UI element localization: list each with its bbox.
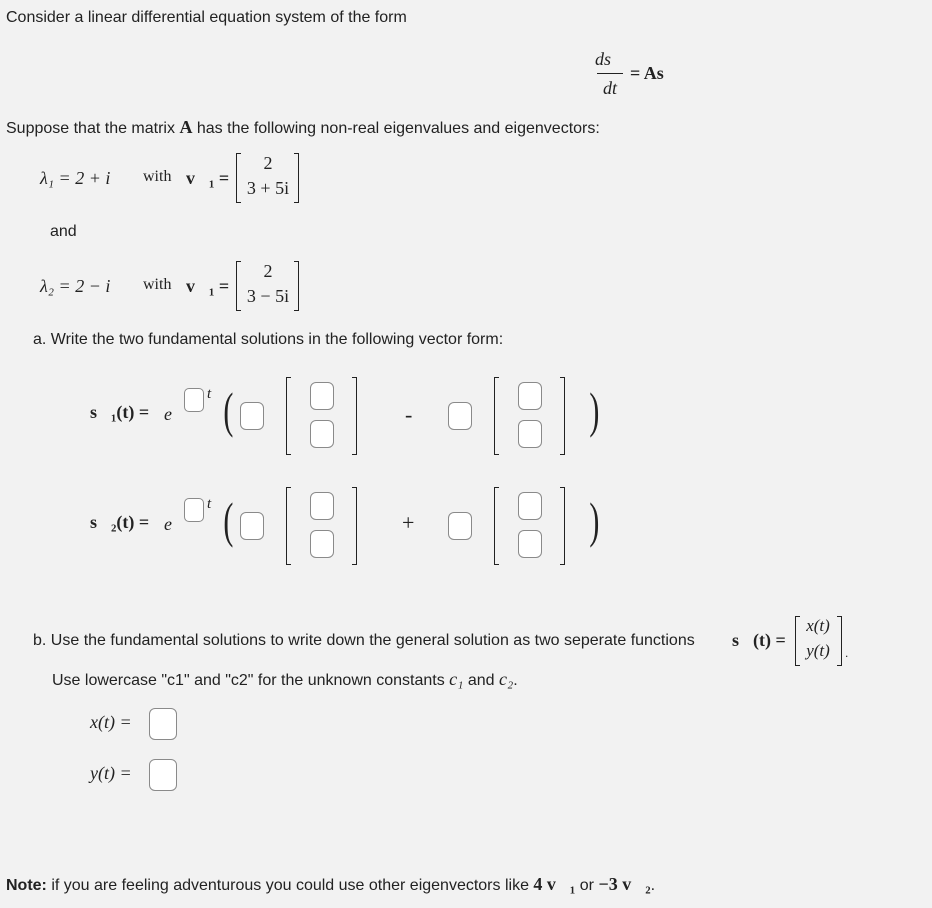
s1-coef1-input[interactable] — [240, 402, 264, 430]
c1-symbol: c₁ — [449, 669, 464, 689]
s1-vec1-right-bracket — [352, 377, 357, 455]
s2-vec2-right-bracket — [560, 487, 565, 565]
note-v1: 4 v⃗₁ — [533, 874, 576, 894]
x-input[interactable] — [149, 708, 177, 740]
s2-vec2-left-bracket — [494, 487, 499, 565]
note-or: or — [575, 877, 599, 894]
s2-vec2-bottom-input[interactable] — [518, 530, 542, 558]
lambda1-value: λ₁ = 2 + i — [40, 168, 111, 188]
y-input[interactable] — [149, 759, 177, 791]
equation-rhs: = As⃗ — [630, 63, 678, 83]
lowercase-note-end: . — [513, 672, 518, 689]
lowercase-note-pre: Use lowercase "c1" and "c2" for the unknown constants — [52, 672, 450, 689]
note-text: if you are feeling adventurous you could use other eigenvectors like — [46, 877, 534, 894]
s2-vec1-left-bracket — [286, 487, 291, 565]
s2-vec1-bottom-input[interactable] — [310, 530, 334, 558]
s1-vec1-left-bracket — [286, 377, 291, 455]
note-v2: −3 v⃗₂ — [598, 874, 651, 894]
intro-text: Consider a linear differential equation system of the form — [6, 9, 407, 26]
s2-label: s⃗₂(t) = — [90, 512, 150, 532]
s2-operator: + — [402, 510, 415, 535]
s1-coef2-input[interactable] — [448, 402, 472, 430]
lambda2-vec-top: 2 — [263, 261, 273, 281]
s2-exponent-input[interactable] — [184, 498, 204, 522]
s2-vec1-top-input[interactable] — [310, 492, 334, 520]
s1-vec2-right-bracket — [560, 377, 565, 455]
equation-fraction-bar — [597, 73, 623, 74]
s2-vec2-top-input[interactable] — [518, 492, 542, 520]
lambda1-vec-top: 2 — [263, 153, 273, 173]
s2-coef2-input[interactable] — [448, 512, 472, 540]
eigen-intro — [6, 117, 600, 138]
s1-vec1-top-input[interactable] — [310, 382, 334, 410]
equation-numerator: ds⃗ — [595, 49, 626, 69]
note-end: . — [650, 877, 656, 894]
s1-operator: - — [405, 402, 413, 427]
part-a-text: a. Write the two fundamental solutions in the following vector form: — [33, 331, 504, 348]
s1-close-paren: ) — [589, 382, 600, 438]
s2-e: e — [164, 514, 172, 534]
s2-vec1-right-bracket — [352, 487, 357, 565]
s2-t: t — [207, 496, 212, 512]
c2-symbol: c₂ — [499, 669, 514, 689]
x-label: x(t) = — [90, 712, 132, 732]
lambda1-with: with — [143, 168, 172, 185]
note-label: Note: — [6, 877, 47, 894]
s1-label: s⃗₁(t) = — [90, 402, 150, 422]
eigen-intro-pre: Suppose that the matrix — [6, 120, 180, 137]
s2-close-paren: ) — [589, 492, 600, 548]
part-b-period: . — [845, 646, 849, 660]
s1-exponent-input[interactable] — [184, 388, 204, 412]
s1-e: e — [164, 404, 172, 424]
lambda2-vec-bottom: 3 − 5i — [246, 286, 290, 306]
part-b-top: x(t) — [806, 616, 830, 635]
eigen-intro-post: has the following non-real eigenvalues and eigenvectors: — [192, 120, 600, 137]
s1-vec2-top-input[interactable] — [518, 382, 542, 410]
lambda2-vec-label: v⃗₁ = — [186, 276, 230, 296]
lambda1-vec-bottom: 3 + 5i — [246, 178, 290, 198]
part-b-text: b. Use the fundamental solutions to write down the general solution as two seperate functions — [33, 632, 695, 649]
and-text: and — [50, 223, 77, 240]
s2-open-paren: ( — [223, 492, 234, 548]
s2-coef1-input[interactable] — [240, 512, 264, 540]
lowercase-note — [52, 669, 518, 690]
part-b-right-bracket — [837, 616, 842, 666]
note — [6, 874, 655, 895]
lambda2-value: λ₂ = 2 − i — [40, 276, 111, 296]
lambda1-vec-label: v⃗₁ = — [186, 168, 230, 188]
lambda2-right-bracket — [294, 261, 299, 311]
part-b-svec: s⃗(t) = — [732, 630, 786, 650]
lambda1-right-bracket — [294, 153, 299, 203]
matrix-a-symbol: A — [179, 117, 193, 137]
s1-vec2-bottom-input[interactable] — [518, 420, 542, 448]
s1-open-paren: ( — [223, 382, 234, 438]
equation-denominator: dt — [602, 78, 617, 98]
part-b-bottom: y(t) — [806, 641, 830, 660]
s1-vec1-bottom-input[interactable] — [310, 420, 334, 448]
s1-vec2-left-bracket — [494, 377, 499, 455]
s1-t: t — [207, 386, 212, 402]
lowercase-note-and: and — [463, 672, 499, 689]
y-label: y(t) = — [90, 763, 132, 783]
lambda2-with: with — [143, 276, 172, 293]
